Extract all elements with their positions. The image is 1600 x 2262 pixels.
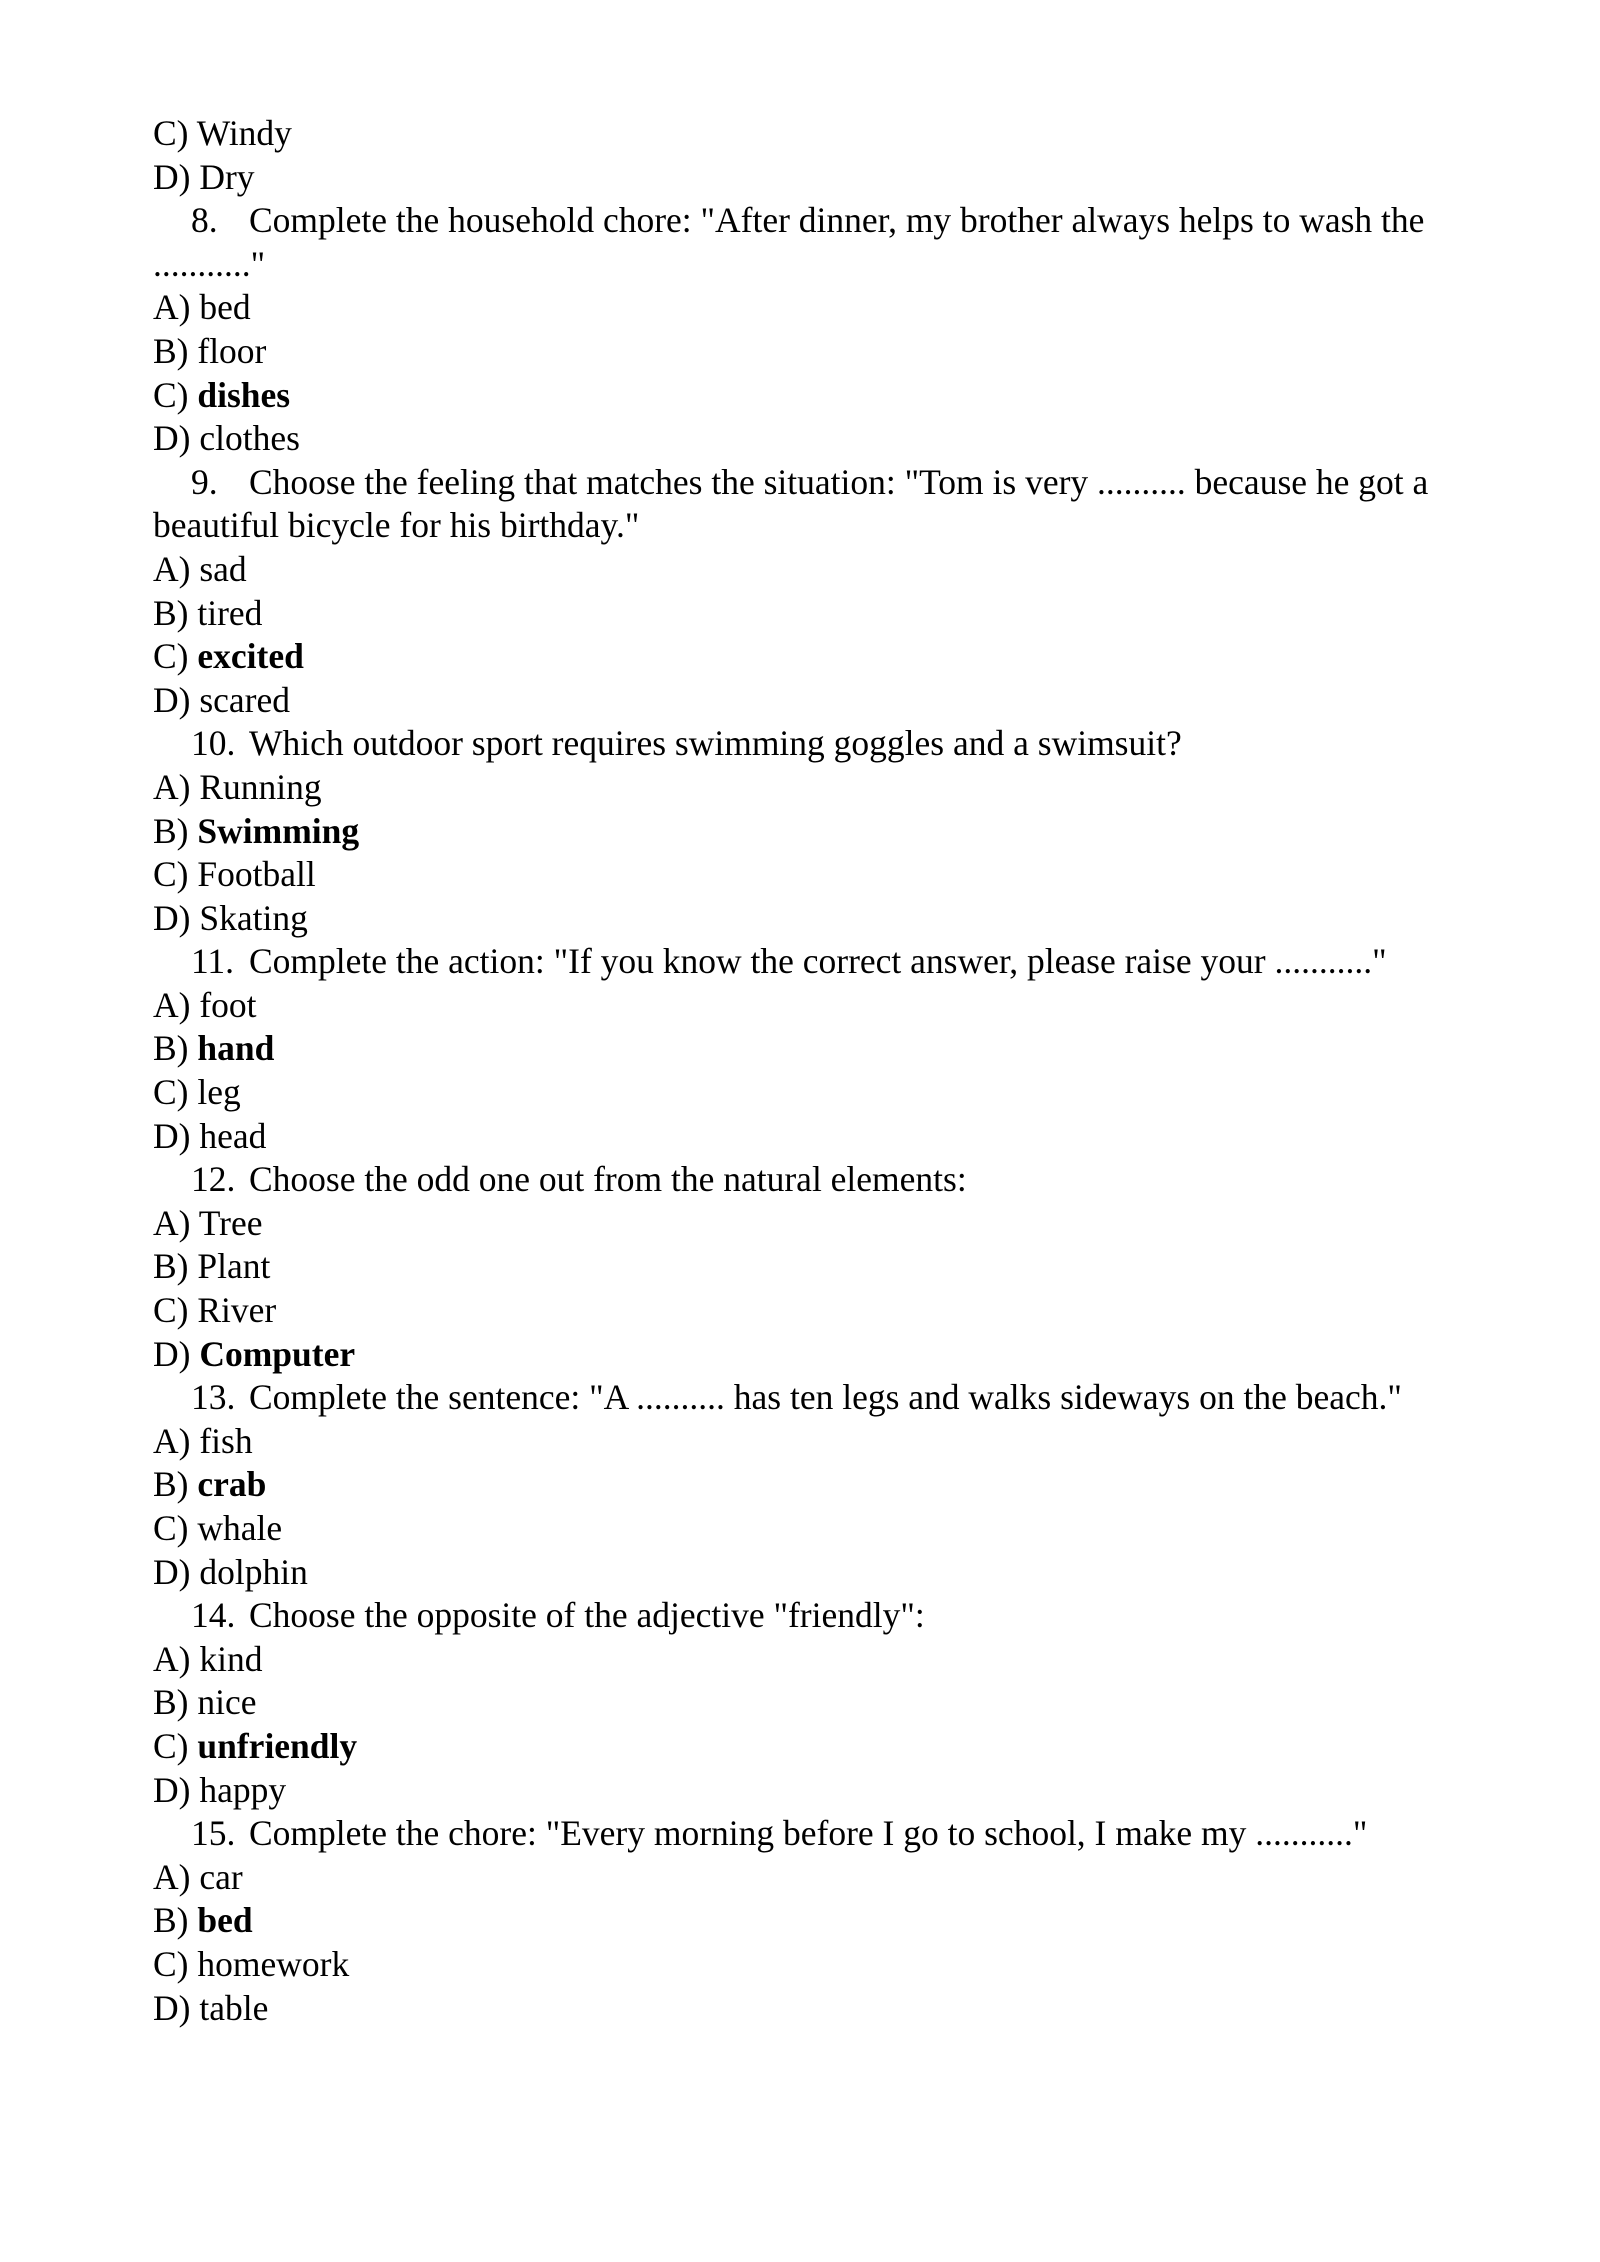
option-text: Skating: [199, 897, 308, 938]
correct-answer-text: Computer: [199, 1333, 356, 1374]
question-block-10: [153, 722, 1498, 940]
option-line: [153, 984, 1498, 1028]
option-line: [153, 1333, 1498, 1377]
option-letter: D): [153, 1333, 191, 1374]
option-letter: A): [153, 1202, 191, 1243]
option-text: Football: [197, 854, 316, 895]
option-text: River: [197, 1290, 277, 1331]
option-line: [153, 548, 1498, 592]
option-line: [153, 1899, 1498, 1943]
option-letter: C): [153, 1725, 189, 1766]
question-text: [153, 1158, 1498, 1202]
option-line: [153, 1725, 1498, 1769]
option-letter: B): [153, 1682, 189, 1723]
option-letter: B): [153, 1900, 189, 1941]
option-line: [153, 1507, 1498, 1551]
option-text: happy: [199, 1769, 287, 1810]
option-letter: C): [153, 1943, 189, 1984]
question-prompt: Complete the household chore: "After dinner, my brother always helps to wash the ...........": [153, 200, 1425, 284]
option-line: [153, 374, 1498, 418]
question-text: [153, 1594, 1498, 1638]
option-text: car: [199, 1856, 243, 1897]
option-letter: A): [153, 1856, 191, 1897]
question-number: 8.: [191, 200, 218, 241]
option-text: Dry: [199, 156, 255, 197]
option-letter: D): [153, 1769, 191, 1810]
option-text: Windy: [196, 113, 292, 153]
option-line: [153, 1245, 1498, 1289]
question-prompt: Choose the opposite of the adjective "friendly":: [249, 1595, 925, 1636]
question-text: [153, 199, 1498, 286]
question-text: [153, 461, 1498, 548]
option-text: nice: [197, 1682, 257, 1723]
question-text: [153, 722, 1498, 766]
option-line: [153, 1420, 1498, 1464]
option-text: leg: [197, 1072, 241, 1113]
option-text: floor: [197, 330, 267, 371]
option-letter: C): [153, 1290, 189, 1331]
option-letter: D): [153, 1115, 191, 1156]
option-text: clothes: [199, 418, 300, 459]
option-text: Running: [199, 766, 322, 807]
question-block-13: [153, 1376, 1498, 1594]
option-text: bed: [199, 287, 251, 328]
option-letter: A): [153, 1638, 191, 1679]
option-line: [153, 1769, 1498, 1813]
option-line: [153, 1202, 1498, 1246]
option-text: Plant: [197, 1246, 271, 1287]
option-line: [153, 286, 1498, 330]
option-text: head: [199, 1115, 267, 1156]
option-letter: D): [153, 897, 191, 938]
option-letter: B): [153, 592, 189, 633]
option-text: foot: [199, 984, 257, 1025]
option-letter: A): [153, 548, 191, 589]
quiz-content: [153, 112, 1498, 2030]
option-letter: D): [153, 679, 191, 720]
option-text: whale: [197, 1508, 283, 1548]
option-letter: C): [153, 1508, 189, 1548]
option-line: [153, 156, 1498, 200]
option-line: [153, 592, 1498, 636]
option-text: kind: [199, 1638, 263, 1679]
correct-answer-text: hand: [197, 1028, 275, 1069]
option-line: [153, 897, 1498, 941]
option-line: [153, 1856, 1498, 1900]
option-line: [153, 810, 1498, 854]
option-text: dolphin: [199, 1551, 308, 1592]
question-prompt: Choose the odd one out from the natural elements:: [249, 1159, 967, 1200]
option-line: [153, 1681, 1498, 1725]
question-number: 13.: [191, 1377, 236, 1418]
question-prompt: Complete the chore: "Every morning before I go to school, I make my ...........": [249, 1813, 1368, 1854]
question-text: [153, 1812, 1498, 1856]
option-line: [153, 679, 1498, 723]
option-letter: B): [153, 330, 189, 371]
option-line: [153, 1027, 1498, 1071]
question-prompt: Which outdoor sport requires swimming goggles and a swimsuit?: [249, 723, 1182, 764]
option-letter: B): [153, 810, 189, 851]
question-number: 12.: [191, 1159, 236, 1200]
option-line: [153, 766, 1498, 810]
question-block-11: [153, 940, 1498, 1158]
question-prompt: Complete the sentence: "A .......... has ten legs and walks sideways on the beach.": [249, 1377, 1402, 1418]
correct-answer-text: Swimming: [197, 810, 360, 851]
option-letter: D): [153, 156, 191, 197]
option-text: sad: [199, 548, 247, 589]
option-text: tired: [197, 592, 263, 633]
option-line: [153, 1463, 1498, 1507]
option-text: homework: [197, 1943, 350, 1984]
option-letter: D): [153, 418, 191, 459]
option-letter: D): [153, 1551, 191, 1592]
question-prompt: Complete the action: "If you know the correct answer, please raise your ...........": [249, 941, 1387, 982]
option-text: fish: [199, 1420, 253, 1461]
option-line: [153, 853, 1498, 897]
question-number: 15.: [191, 1813, 236, 1854]
question-block-9: [153, 461, 1498, 723]
correct-answer-text: crab: [197, 1464, 267, 1505]
question-number: 9.: [191, 461, 218, 502]
option-letter: B): [153, 1246, 189, 1287]
question-block-14: [153, 1594, 1498, 1812]
option-letter: A): [153, 287, 191, 328]
option-letter: B): [153, 1464, 189, 1505]
correct-answer-text: dishes: [197, 374, 291, 415]
option-line: [153, 1987, 1498, 2031]
option-line: [153, 1289, 1498, 1333]
option-letter: C): [153, 113, 189, 153]
option-text: scared: [199, 679, 291, 720]
question-number: 14.: [191, 1595, 236, 1636]
question-number: 11.: [191, 941, 235, 982]
option-line: [153, 112, 1498, 156]
question-text: [153, 940, 1498, 984]
question-number: 10.: [191, 723, 236, 764]
option-line: [153, 1071, 1498, 1115]
option-line: [153, 1638, 1498, 1682]
option-letter: B): [153, 1028, 189, 1069]
option-letter: A): [153, 766, 191, 807]
question-block-15: [153, 1812, 1498, 2030]
leading-options: [153, 112, 1498, 199]
question-text: [153, 1376, 1498, 1420]
question-block-12: [153, 1158, 1498, 1376]
option-line: [153, 635, 1498, 679]
option-letter: C): [153, 854, 189, 895]
option-line: [153, 417, 1498, 461]
option-line: [153, 1551, 1498, 1595]
option-line: [153, 1115, 1498, 1159]
correct-answer-text: excited: [197, 636, 304, 677]
option-letter: C): [153, 374, 189, 415]
option-letter: C): [153, 1072, 189, 1113]
option-letter: C): [153, 636, 189, 677]
option-text: Tree: [198, 1202, 263, 1243]
option-letter: A): [153, 984, 191, 1025]
option-letter: A): [153, 1420, 191, 1461]
correct-answer-text: unfriendly: [197, 1725, 358, 1766]
option-line: [153, 330, 1498, 374]
option-text: table: [199, 1987, 269, 2028]
correct-answer-text: bed: [197, 1900, 253, 1941]
option-line: [153, 1943, 1498, 1987]
option-letter: D): [153, 1987, 191, 2028]
question-block-8: [153, 199, 1498, 461]
question-prompt: Choose the feeling that matches the situation: "Tom is very .......... because he got a beautiful bicycle for his birthday.": [153, 461, 1429, 546]
